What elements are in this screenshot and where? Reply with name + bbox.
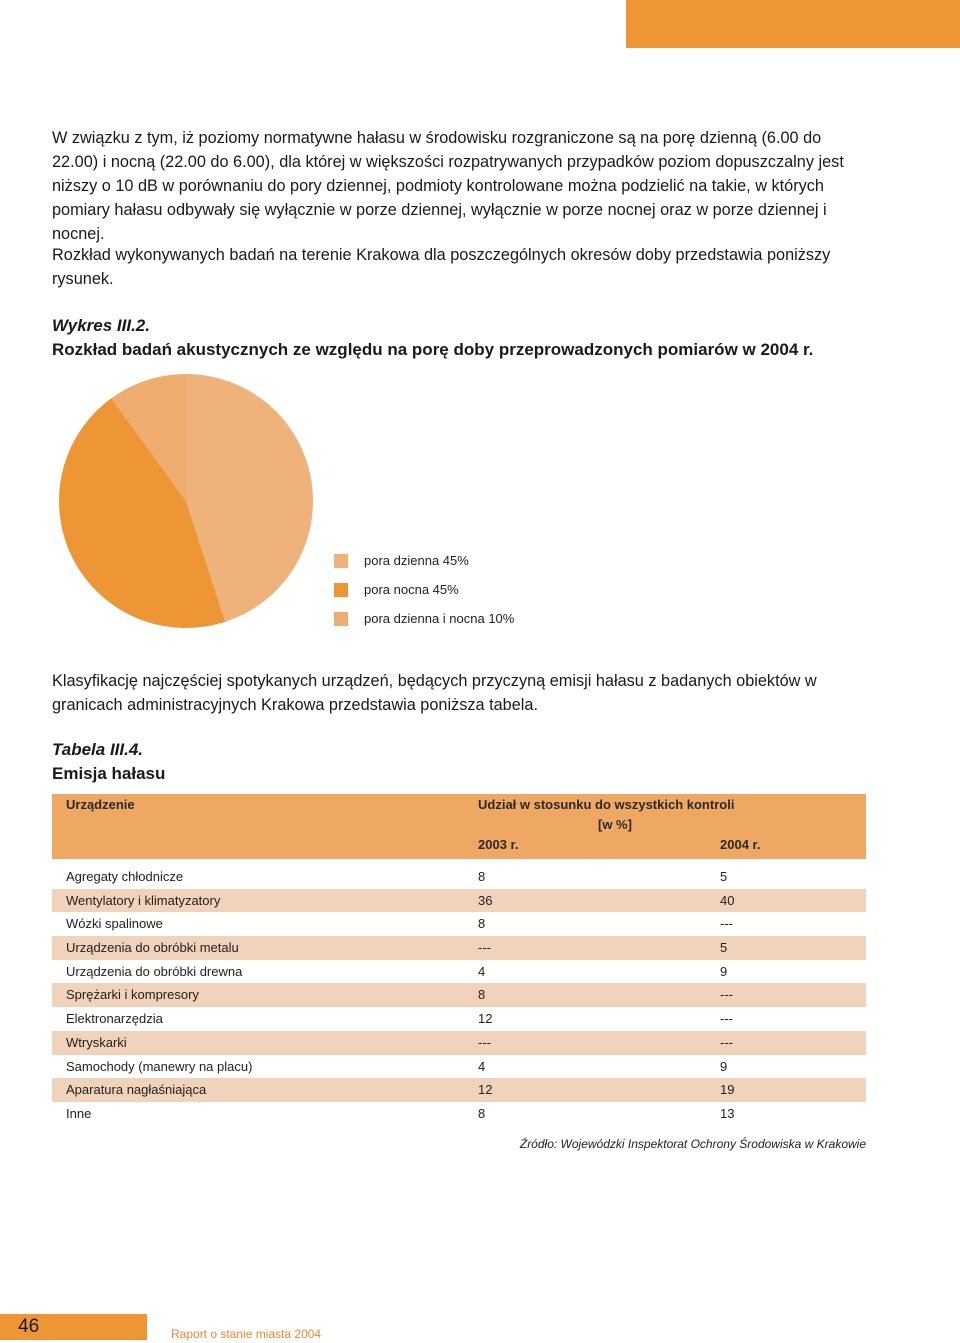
cell-device: Wtryskarki [66, 1034, 127, 1050]
noise-emission-table [52, 794, 866, 1126]
table-caption: Emisja hałasu [52, 764, 166, 783]
header-unit: [w %] [598, 817, 632, 832]
table-row [52, 1078, 866, 1102]
footer-title: Raport o stanie miasta 2004 [171, 1327, 322, 1341]
legend-item-night [334, 575, 514, 604]
cell-device: Sprężarki i kompresory [66, 987, 199, 1003]
cell-2004: 40 [720, 892, 735, 908]
legend-label-day: pora dzienna 45% [364, 553, 469, 568]
table-header [52, 794, 866, 859]
table-row [52, 1055, 866, 1079]
cell-device: Urządzenia do obróbki metalu [66, 940, 239, 956]
cell-2003: --- [478, 940, 491, 956]
legend-item-day-night [334, 604, 514, 633]
cell-2004: --- [720, 1034, 733, 1050]
pie-chart [58, 373, 314, 629]
cell-device: Elektronarzędzia [66, 1011, 163, 1027]
header-year-2003: 2003 r. [478, 837, 519, 852]
cell-device: Inne [66, 1105, 92, 1121]
cell-2003: 12 [478, 1011, 493, 1027]
table-row [52, 1007, 866, 1031]
cell-2003: 36 [478, 892, 493, 908]
figure-intro-paragraph: Rozkład wykonywanych badań na terenie Krakowa dla poszczególnych okresów doby przedstawia poniższy rysunek. [52, 246, 831, 288]
table-intro-paragraph: Klasyfikację najczęściej spotykanych urządzeń, będących przyczyną emisji hałasu z badanych obiektów w granicach administracyjnych Krakowa przedstawia poniższa tabela. [52, 672, 817, 714]
cell-2004: 5 [720, 940, 728, 956]
table-row [52, 889, 866, 913]
cell-2003: 8 [478, 1105, 486, 1121]
table-row [52, 960, 866, 984]
cell-2003: 12 [478, 1082, 493, 1098]
cell-device: Wózki spalinowe [66, 916, 163, 932]
table-row [52, 1102, 866, 1126]
table-source: Źródło: Wojewódzki Inspektorat Ochrony Środowiska w Krakowie [519, 1137, 866, 1151]
header-year-2004: 2004 r. [720, 837, 761, 852]
cell-2004: 19 [720, 1082, 735, 1098]
cell-2004: 9 [720, 963, 728, 979]
cell-2003: 4 [478, 1058, 486, 1074]
cell-2003: --- [478, 1034, 491, 1050]
header-device: Urządzenie [66, 797, 135, 812]
cell-2004: --- [720, 987, 733, 1003]
cell-2004: 13 [720, 1105, 735, 1121]
cell-2003: 4 [478, 963, 486, 979]
cell-2004: 5 [720, 869, 728, 884]
figure-number: Wykres III.2. [52, 316, 150, 335]
cell-2004: --- [720, 1011, 733, 1027]
cell-device: Agregaty chłodnicze [66, 869, 184, 884]
cell-2004: 9 [720, 1058, 728, 1074]
chart-legend [334, 546, 514, 633]
legend-label-night: pora nocna 45% [364, 582, 459, 597]
legend-swatch-night [334, 583, 348, 597]
legend-swatch-day-night [334, 612, 348, 626]
table-row [52, 865, 866, 889]
table-row [52, 936, 866, 960]
header-share: Udział w stosunku do wszystkich kontroli [478, 797, 735, 812]
table-row [52, 1031, 866, 1055]
legend-swatch-day [334, 554, 348, 568]
cell-device: Urządzenia do obróbki drewna [66, 963, 243, 979]
cell-2003: 8 [478, 916, 486, 932]
cell-device: Samochody (manewry na placu) [66, 1058, 253, 1074]
page-number: 46 [18, 1316, 40, 1337]
cell-2003: 8 [478, 869, 486, 884]
cell-2004: --- [720, 916, 733, 932]
cell-2003: 8 [478, 987, 486, 1003]
table-row [52, 912, 866, 936]
cell-device: Aparatura nagłaśniająca [66, 1082, 207, 1098]
legend-item-day [334, 546, 514, 575]
figure-caption: Rozkład badań akustycznych ze względu na porę doby przeprowadzonych pomiarów w 2004 r. [52, 340, 814, 359]
cell-device: Wentylatory i klimatyzatory [66, 892, 221, 908]
legend-label-day-night: pora dzienna i nocna 10% [364, 611, 515, 626]
table-number: Tabela III.4. [52, 740, 144, 759]
table-row [52, 983, 866, 1007]
intro-paragraph: W związku z tym, iż poziomy normatywne hałasu w środowisku rozgraniczone są na porę dzienną (6.00 do 22.00) i nocną (22.00 do 6.00), dla której w większości rozpatrywanych przypadków poziom dopuszczalny jest niższy o 10 dB w porównaniu do pory dziennej, podmioty kontrolowane można podzielić na takie, w których pomiary hałasu odbywały się wyłącznie w porze dziennej, wyłącznie w porze nocnej oraz w porze dziennej i nocnej. [52, 129, 844, 243]
top-accent-bar [626, 0, 960, 48]
